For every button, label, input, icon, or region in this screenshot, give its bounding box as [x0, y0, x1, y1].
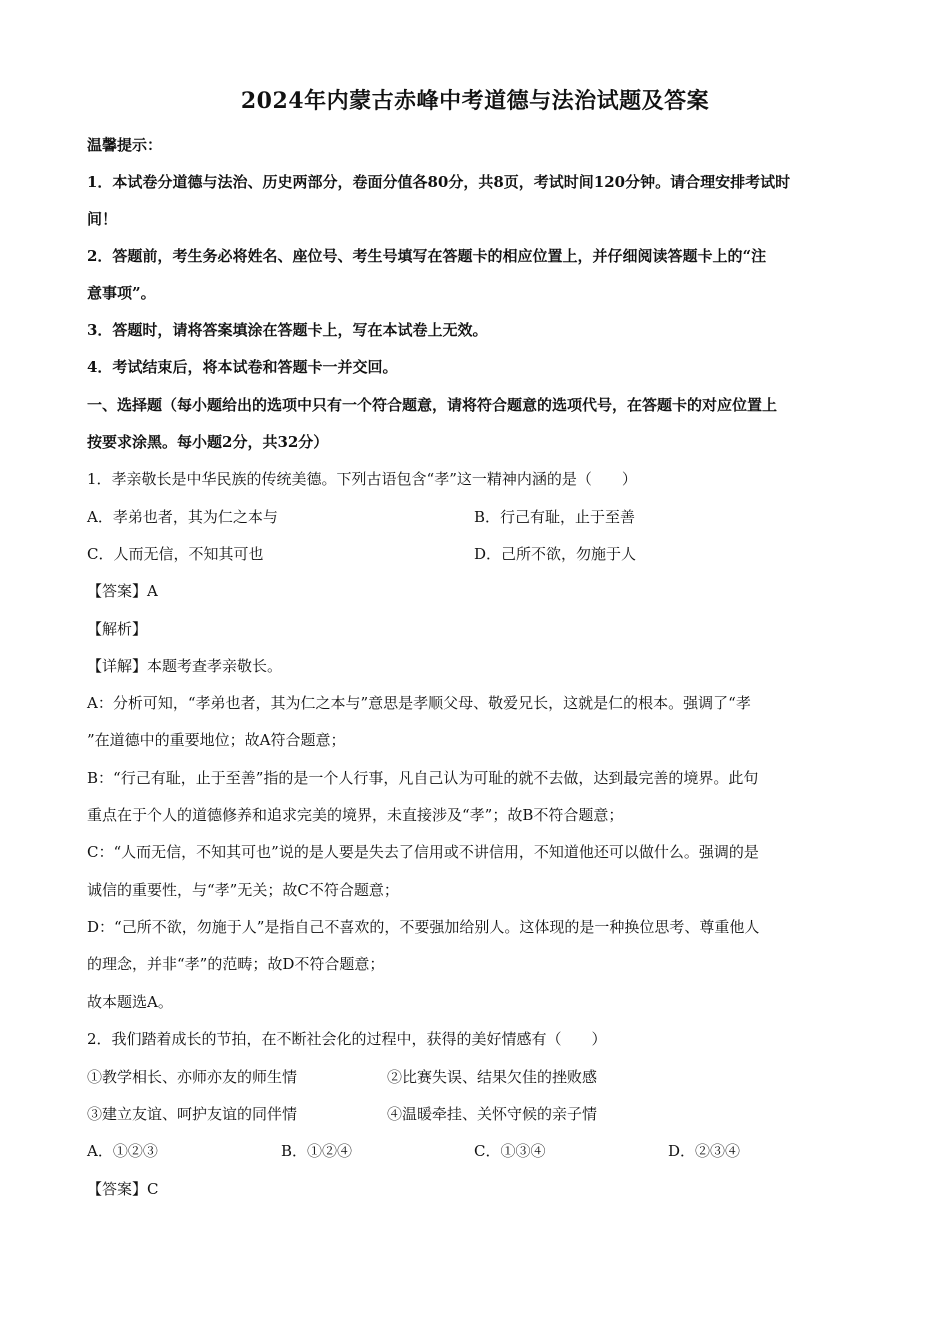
- q1-analysis-label: 【解析】: [87, 620, 148, 638]
- q1-detail-line: A：分析可知，“孝弟也者，其为仁之本与”意思是孝顺父母、敬爱兄长，这就是仁的根本。强调了“孝: [87, 694, 751, 712]
- tip-line: 1．本试卷分道德与法治、历史两部分，卷面分值各80分，共8页，考试时间120分钟。请合理安排考试时: [87, 173, 791, 191]
- question-2-stem: 2．我们踏着成长的节拍，在不断社会化的过程中，获得的美好情感有（ ）: [87, 1030, 607, 1048]
- tip-heading: 温馨提示：: [87, 136, 163, 154]
- q1-option-c: C．人而无信，不知其可也: [87, 545, 264, 563]
- q1-detail-line: B：“行己有耻，止于至善”指的是一个人行事，凡自己认为可耻的就不去做，达到最完善的境界。此句: [87, 769, 759, 787]
- question-1-stem: 1．孝亲敬长是中华民族的传统美德。下列古语包含“孝”这一精神内涵的是（ ）: [87, 470, 637, 488]
- q1-detail-line: C：“人而无信，不知其可也”说的是人要是失去了信用或不讲信用，不知道他还可以做什么。强调的是: [87, 843, 759, 861]
- tip-line: 意事项”。: [87, 284, 156, 302]
- q2-option-a: A．①②③: [87, 1142, 158, 1160]
- q2-answer: 【答案】C: [87, 1180, 159, 1198]
- q1-detail-line: 【详解】本题考查孝亲敬长。: [87, 657, 283, 675]
- section-heading: 按要求涂黑。每小题2分，共32分）: [87, 433, 329, 451]
- q2-option-b: B．①②④: [281, 1142, 353, 1160]
- q1-detail-line: 故本题选A。: [87, 993, 173, 1011]
- q1-answer: 【答案】A: [87, 582, 158, 600]
- section-heading: 一、选择题（每小题给出的选项中只有一个符合题意，请将符合题意的选项代号，在答题卡的对应位置上: [87, 396, 778, 414]
- tip-line: 4．考试结束后，将本试卷和答题卡一并交回。: [87, 358, 398, 376]
- q1-detail-line: 重点在于个人的道德修养和追求完美的境界，未直接涉及“孝”；故B不符合题意；: [87, 806, 624, 824]
- page-title: 2024年内蒙古赤峰中考道德与法治试题及答案: [240, 88, 710, 114]
- tip-line: 3．答题时，请将答案填涂在答题卡上，写在本试卷上无效。: [87, 321, 488, 339]
- q2-item-4: ④温暖牵挂、关怀守候的亲子情: [387, 1105, 598, 1123]
- q1-option-b: B．行己有耻，止于至善: [474, 508, 636, 526]
- q2-item-1: ①教学相长、亦师亦友的师生情: [87, 1068, 298, 1086]
- q1-detail-line: D：“己所不欲，勿施于人”是指自己不喜欢的，不要强加给别人。这体现的是一种换位思考、尊重他人: [87, 918, 760, 936]
- q1-detail-line: 诚信的重要性，与“孝”无关；故C不符合题意；: [87, 881, 399, 899]
- q2-option-c: C．①③④: [474, 1142, 546, 1160]
- q1-detail-line: ”在道德中的重要地位；故A符合题意；: [87, 731, 346, 749]
- tip-line: 2．答题前，考生务必将姓名、座位号、考生号填写在答题卡的相应位置上，并仔细阅读答题卡上的“注: [87, 247, 767, 265]
- q1-option-a: A．孝弟也者，其为仁之本与: [87, 508, 278, 526]
- q1-detail-line: 的理念，并非“孝”的范畴；故D不符合题意；: [87, 955, 385, 973]
- tip-line: 间！: [87, 210, 118, 228]
- q2-option-d: D．②③④: [668, 1142, 741, 1160]
- q2-item-3: ③建立友谊、呵护友谊的同伴情: [87, 1105, 298, 1123]
- q2-item-2: ②比赛失误、结果欠佳的挫败感: [387, 1068, 598, 1086]
- q1-option-d: D．己所不欲，勿施于人: [474, 545, 637, 563]
